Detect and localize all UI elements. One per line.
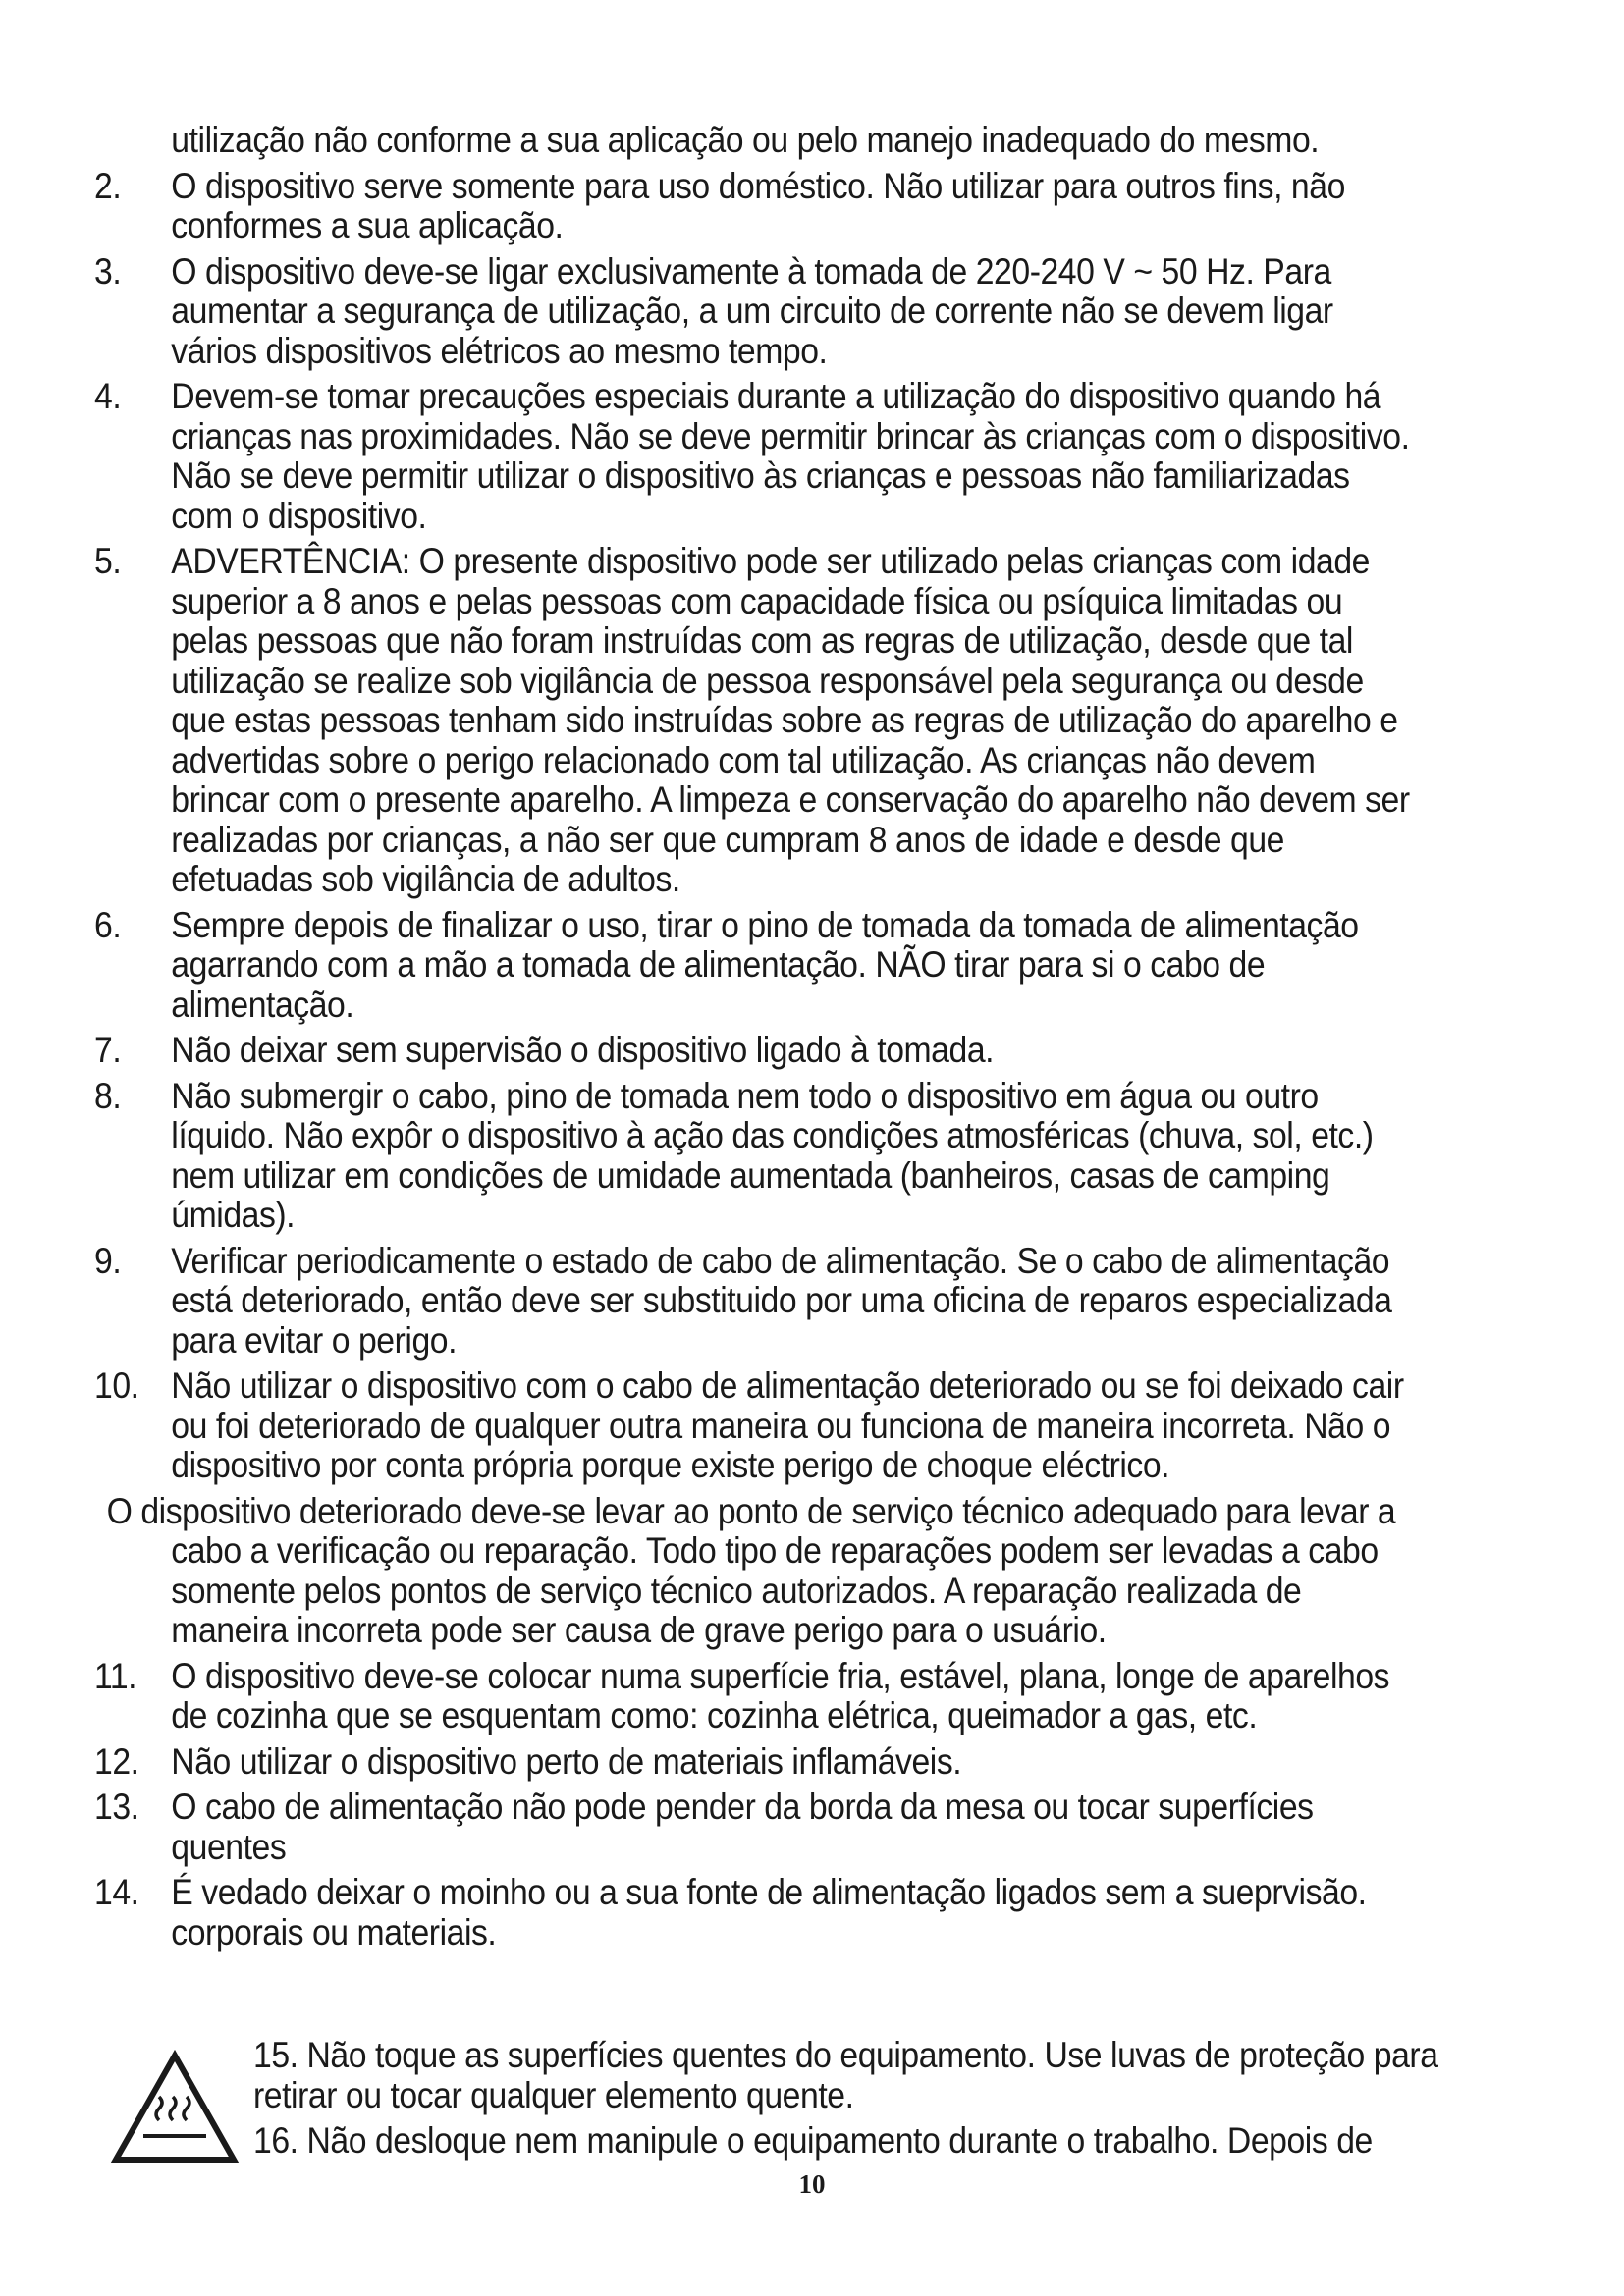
item-text: O dispositivo deve-se ligar exclusivamente à tomada de 220-240 V ~ 50 Hz. Para aumentar a segurança de utilização, a um circuito de corrente não se devem ligar vários dispositivos elétricos ao mesmo tempo. [171, 249, 1333, 371]
list-item [94, 1741, 1411, 1782]
hot-surface-warning-icon [110, 2050, 240, 2165]
warning-item: 16. Não desloque nem manipule o equipamento durante o trabalho. Depois de [253, 2119, 1373, 2161]
instructions-body [94, 120, 1411, 1957]
item-number: 13. [94, 1786, 139, 1827]
item-number: 5. [94, 540, 122, 581]
item-number: 7. [94, 1029, 122, 1070]
warning-item: 15. Não toque as superfícies quentes do equipamento. Use luvas de proteção para retirar ou tocar qualquer elemento quente. [253, 2034, 1438, 2115]
item-text: Sempre depois de finalizar o uso, tirar o pino de tomada da tomada de alimentação agarrando com a mão a tomada de alimentação. NÃO tirar para si o cabo de alimentação. [171, 903, 1359, 1025]
list-item [94, 166, 1411, 245]
list-item [94, 1872, 1411, 1951]
list-item [94, 541, 1411, 899]
item-number: 11. [94, 1654, 137, 1696]
hot-surface-warnings [253, 2035, 1490, 2166]
item-text: Não submergir o cabo, pino de tomada nem todo o dispositivo em água ou outro líquido. Não expôr o dispositivo à ação das condições atmosféricas (chuva, sol, etc.) nem utilizar em condições de umidade aumentada (banheiros, casas de camping úmidas). [171, 1074, 1374, 1235]
list-item [94, 1787, 1411, 1866]
item-number: 10. [94, 1364, 139, 1406]
page-number: 10 [798, 2169, 826, 2199]
repair-note-paragraph: O dispositivo deteriorado deve-se levar ao ponto de serviço técnico adequado para levar a cabo a verificação ou reparação. Todo tipo de reparações podem ser levadas a cabo somente pelos pontos de serviço técnico autorizados. A reparação realizada de maneira incorreta pode ser causa de grave perigo para o usuário. [106, 1489, 1396, 1650]
item-text: O cabo de alimentação não pode pender da borda da mesa ou tocar superfícies quentes [171, 1786, 1314, 1867]
lead-line: utilização não conforme a sua aplicação ou pelo manejo inadequado do mesmo. [171, 119, 1320, 160]
item-number: 3. [94, 249, 122, 292]
list-item [94, 1365, 1411, 1485]
item-number: 9. [94, 1239, 122, 1281]
list-item [94, 905, 1411, 1025]
list-item [94, 1656, 1411, 1735]
list-item [94, 376, 1411, 535]
list-item [94, 1030, 1411, 1070]
item-text: Devem-se tomar precauções especiais durante a utilização do dispositivo quando há crianças nas proximidades. Não se deve permitir brincar às crianças com o dispositivo. Não se deve permitir utilizar o dispositivo às crianças e pessoas não familiarizadas com o dispositivo. [171, 375, 1410, 536]
item-number: 6. [94, 903, 122, 945]
item-number: 4. [94, 375, 122, 416]
item-text: O dispositivo serve somente para uso doméstico. Não utilizar para outros fins, não conformes a sua aplicação. [171, 164, 1345, 245]
item-text: Não utilizar o dispositivo com o cabo de alimentação deteriorado ou se foi deixado cair ou foi deteriorado de qualquer outra maneira ou funciona de maneira incorreta. Não o dispositivo por conta própria porque existe perigo de choque eléctrico. [171, 1364, 1404, 1485]
list-item [94, 251, 1411, 371]
item-number: 14. [94, 1871, 139, 1912]
list-item [94, 1076, 1411, 1235]
item-text: Verificar periodicamente o estado de cabo de alimentação. Se o cabo de alimentação está deteriorado, então deve ser substituido por uma oficina de reparos especializada para evitar o perigo. [171, 1239, 1392, 1361]
item-number: 12. [94, 1739, 139, 1782]
list-item [94, 1241, 1411, 1361]
item-number: 2. [94, 164, 122, 206]
item-text: É vedado deixar o moinho ou a sua fonte de alimentação ligados sem a sueprvisão. corporais ou materiais. [171, 1871, 1367, 1952]
item-text: Não utilizar o dispositivo perto de materiais inflamáveis. [171, 1739, 962, 1782]
item-text: O dispositivo deve-se colocar numa superfície fria, estável, plana, longe de aparelhos de cozinha que se esquentam como: cozinha elétrica, queimador a gas, etc. [171, 1654, 1390, 1735]
item-text: ADVERTÊNCIA: O presente dispositivo pode ser utilizado pelas crianças com idade superior a 8 anos e pelas pessoas com capacidade física ou psíquica limitadas ou pelas pessoas que não foram instruídas com as regras de utilização, desde que tal utilização se realize sob vigilância de pessoa responsável pela segurança ou desde que estas pessoas tenham sido instruídas sobre as regras de utilização do aparelho e advertidas sobre o perigo relacionado com tal utilização. As crianças não devem brincar com o presente aparelho. A limpeza e conservação do aparelho não devem ser realizadas por crianças, a não ser que cumpram 8 anos de idade e desde que efetuadas sob vigilância de adultos. [171, 540, 1410, 899]
item-text: Não deixar sem supervisão o dispositivo ligado à tomada. [171, 1029, 995, 1070]
item-number: 8. [94, 1074, 122, 1116]
